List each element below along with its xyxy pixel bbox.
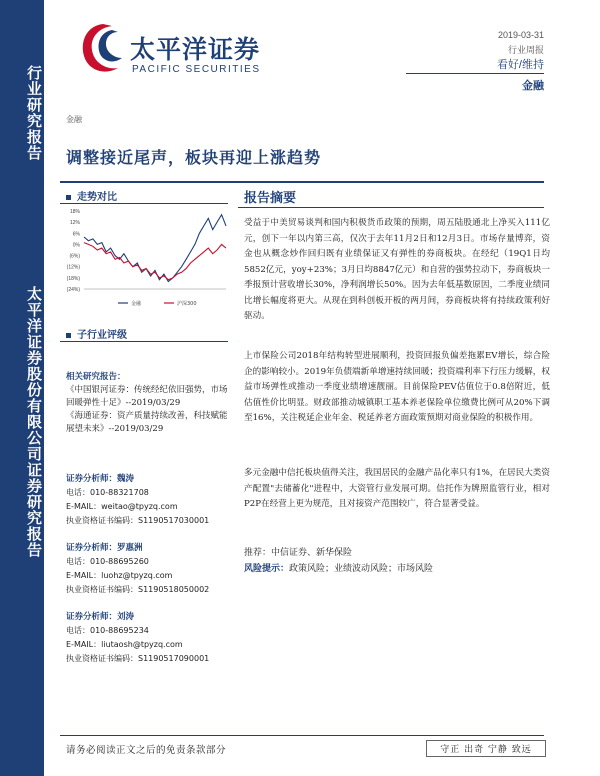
related-item: 《中国银河证券：传统经纪依旧强势，市场回暖弹性十足》--2019/03/29 [66,385,228,408]
report-date: 2019-03-31 [497,30,544,40]
sub-rating-section-title: 子行业评级 [66,326,127,341]
footer-divider [60,735,544,736]
analyst-cert: 执业资格证书编码：S1190518050002 [66,585,210,594]
y-tick-label: (18%) [66,275,80,282]
analyst-block [66,472,230,528]
analyst-email[interactable]: E-MAIL：liutaosh@tpyzq.com [66,640,183,649]
related-title: 相关研究报告： [66,372,126,382]
recommendation: 推荐：中信证券、新华保险 [244,548,353,558]
trend-section-title: 走势对比 [66,188,117,203]
summary-paragraph: 受益于中美贸易谈判和国内积极货币政策的预期，周五陆股通北上净买入111亿元，创下一年以内第三高，仅次于去年11月2日和12月3日。市场存量博弈，资金也从概念炒作回归既有业绩保证又有弹性的券商板块。在经纪（19Q1日均5852亿元，yoy+23%；3月日均8847亿元）和自营的强势拉动下，券商板块一季报预计营收增长30%，净利润增长50%。因为去年低基数原因，二季度业绩同比增长幅度将更大。从现在到科创板开板的两月间，券商板块将有持续政策利好驱动。 [244,218,550,321]
header-divider [406,73,544,74]
logo-name-en: PACIFIC SECURITIES [132,64,261,75]
y-tick-label: (24%) [66,287,80,293]
analyst-name: 证券分析师：魏涛 [66,474,135,484]
report-type: 行业周报 [507,45,544,55]
y-tick-label: 6% [72,231,80,238]
sidebar-top-label: 行业研究报告 [25,65,43,161]
page-title: 调整接近尾声，板块再迎上涨趋势 [66,148,322,167]
title-divider [60,181,544,183]
bullet-square-icon [66,195,71,200]
rating: 看好/维持 [496,59,544,71]
risk-text: 政策风险；业绩波动风险；市场风险 [289,564,434,574]
summary-title: 报告摘要 [244,191,297,206]
y-tick-label: 12% [69,220,80,227]
logo-name-cn: 太平洋证券 [130,35,261,64]
y-tick-label: 0% [72,242,80,249]
company-logo [78,20,278,80]
analyst-email[interactable]: E-MAIL：luohz@tpyzq.com [66,571,173,580]
analyst-email[interactable]: E-MAIL：weitao@tpyzq.com [66,502,178,511]
analyst-cert: 执业资格证书编码：S1190517030001 [66,516,210,525]
sector-small-label: 金融 [66,115,82,124]
analyst-block [66,610,230,666]
y-tick-label: (12%) [66,264,80,271]
legend-label: 沪深300 [177,301,197,307]
risk-note [244,561,433,574]
chart-legend [118,300,197,307]
risk-label: 风险提示： [244,564,290,574]
sidebar-bottom-label: 太平洋证券股份有限公司证券研究报告 [25,286,43,558]
series-line-沪深300 [84,243,226,280]
trend-chart [62,207,230,313]
related-reports [66,371,230,436]
y-tick-label: (6%) [69,253,80,260]
analyst-phone: 电话：010-88695234 [66,626,149,635]
bullet-square-icon [66,333,71,338]
summary-divider [238,207,544,208]
analyst-name: 证券分析师：罗惠洲 [66,543,143,553]
related-item: 《海通证券：资产质量持续改善，科技赋能展望未来》--2019/03/29 [66,411,228,434]
y-axis [67,209,226,293]
analyst-phone: 电话：010-88695260 [66,557,149,566]
footer-disclaimer: 请务必阅读正文之后的免责条款部分 [66,745,227,756]
analyst-block [66,541,230,597]
legend-label: 金融 [131,301,142,307]
sector-label: 金融 [522,80,544,92]
y-tick-label: 18% [69,209,80,215]
series-lines [84,215,226,282]
analyst-phone: 电话：010-88321708 [66,488,149,497]
sidebar [0,0,44,776]
analyst-name: 证券分析师：刘涛 [66,612,135,622]
sub-rating-divider [60,341,228,342]
trend-divider [60,203,228,204]
logo-emblem-icon [78,20,128,76]
footer-motto: 守正 出奇 宁静 致远 [426,740,546,757]
summary-paragraph: 上市保险公司2018年结构转型进展顺利，投资回报负偏差拖累EV增长，综合险企的影响较小。2019年负债端新单增速持续回暖；投资端利率下行压力缓解，权益市场弹性或推动一季度业绩增速靓丽。目前保险PEV估值位于0.8倍附近，低估值性价比明显。财政部推动城镇职工基本养老保险单位缴费比例可从20%下调至16%，关注税延企业年金、税延养老方面政策预期对商业保险的积极作用。 [244,351,550,423]
summary-paragraph: 多元金融中信托板块值得关注，我国居民的金融产品化率只有1%，在居民大类资产配置"去储蓄化"进程中，大资管行业发展可期。信托作为牌照监管行业，相对P2P在经营上更为规范，且对接资产范围较广，符合显著受益。 [244,468,550,509]
analyst-cert: 执业资格证书编码：S1190517090001 [66,654,210,663]
series-line-金融 [84,215,226,282]
